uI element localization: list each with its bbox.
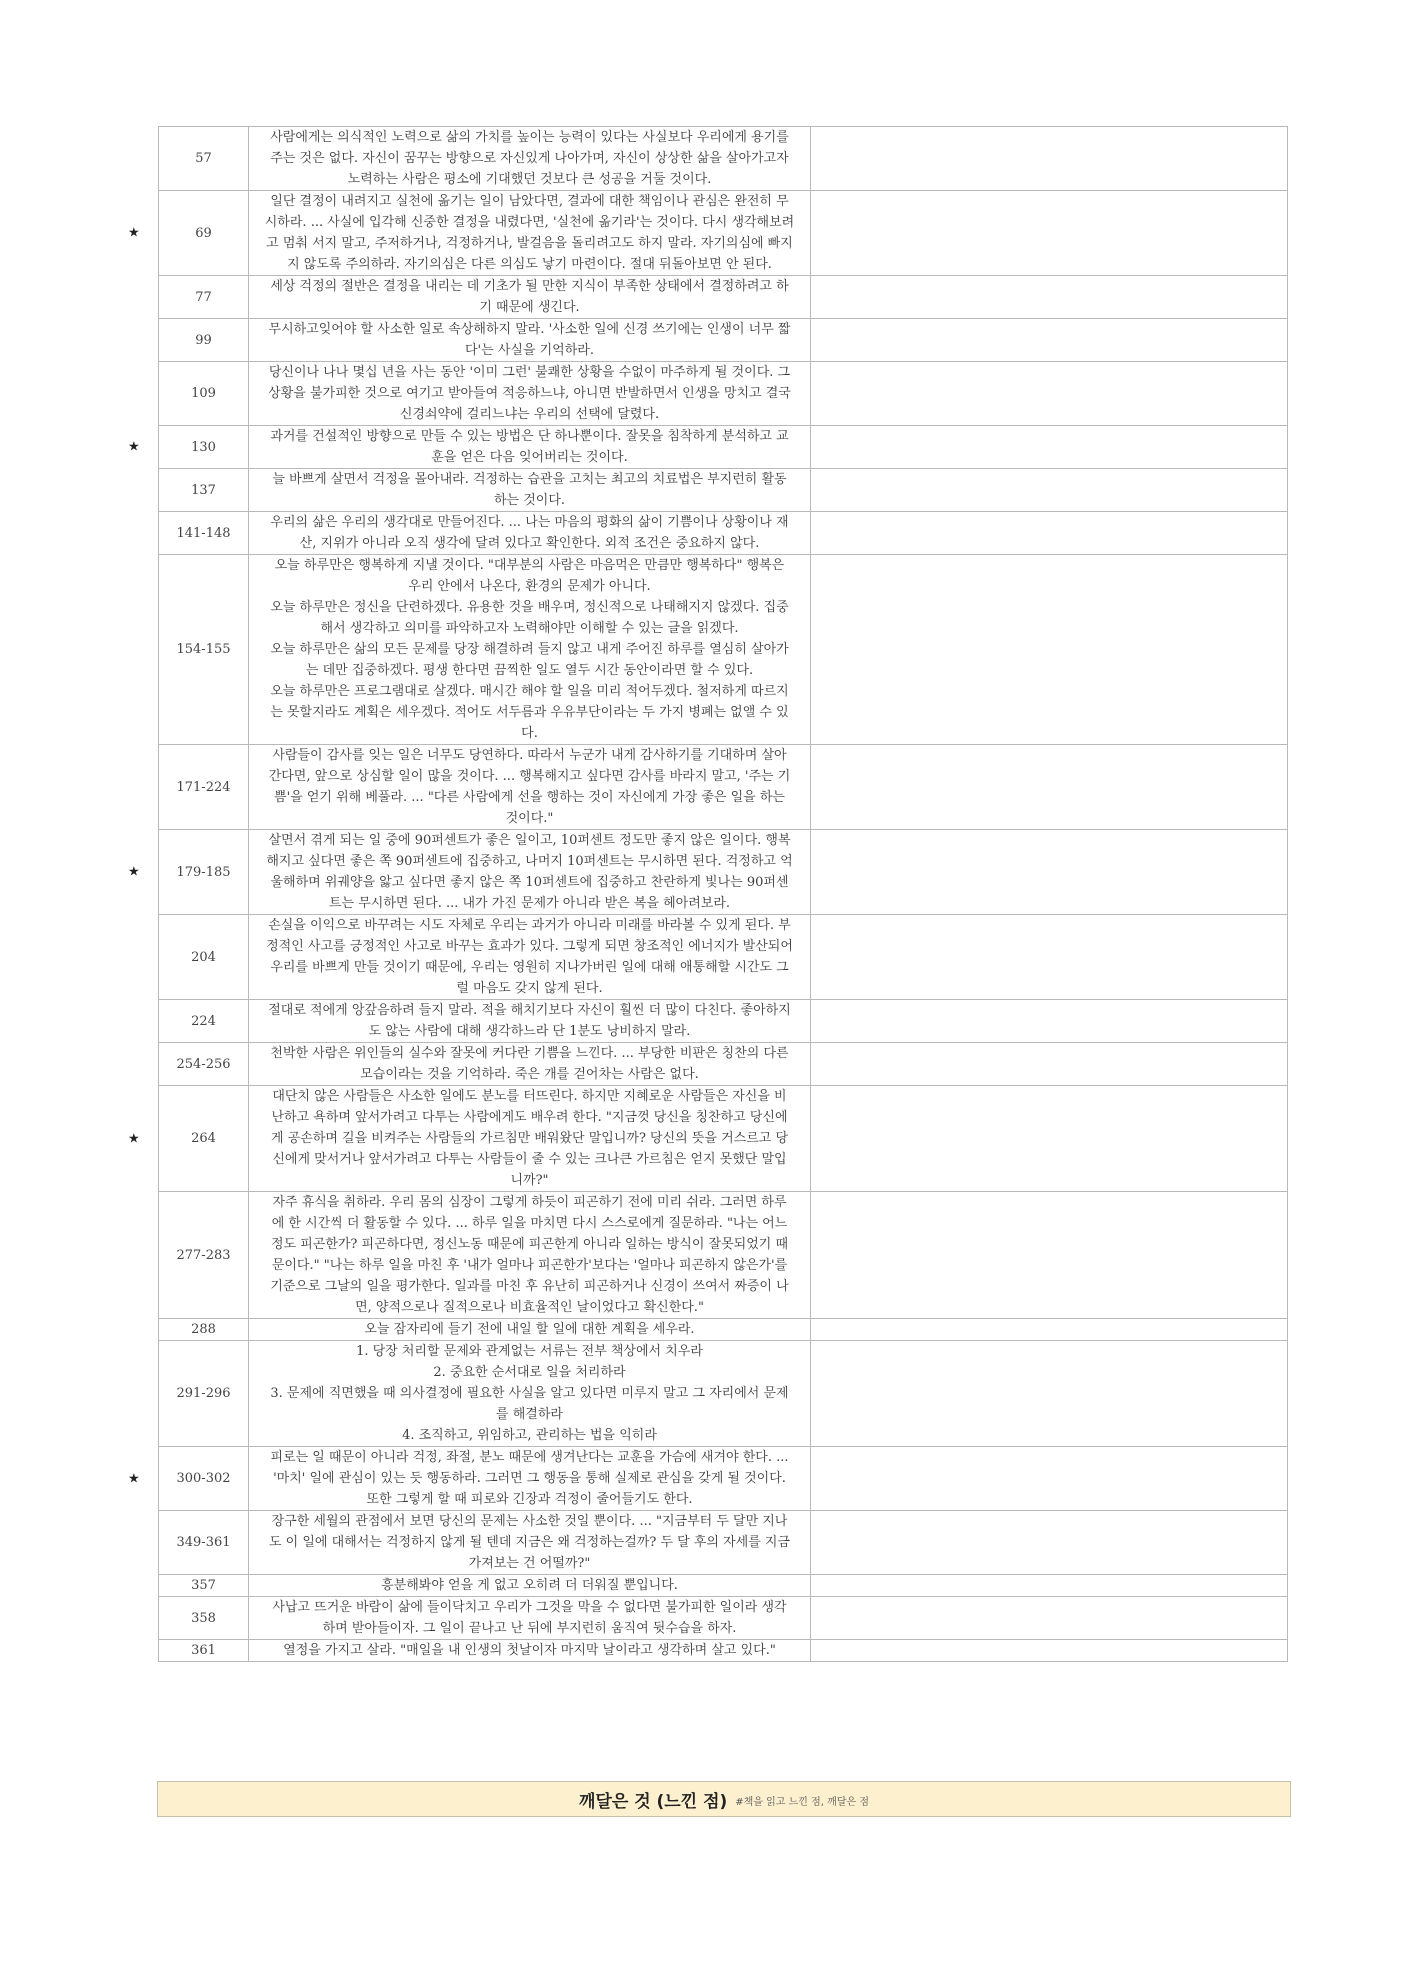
memo-cell[interactable]	[811, 362, 1288, 426]
page-number-cell: 130	[159, 426, 249, 469]
quote-cell: 장구한 세월의 관점에서 보면 당신의 문제는 사소한 것일 뿐이다. ... "지금부터 두 달만 지나 도 이 일에 대해서는 걱정하지 않게 될 텐데 지금은 왜 걱정하는걸까? 두 달 후의 자세를 지금 가져보는 건 어떨까?"	[249, 1511, 811, 1575]
star-marker-cell	[148, 319, 159, 362]
memo-cell[interactable]	[811, 1086, 1288, 1192]
memo-cell[interactable]	[811, 830, 1288, 915]
star-marker-cell	[148, 1000, 159, 1043]
star-marker-cell	[148, 1575, 159, 1597]
quote-cell: 사람에게는 의식적인 노력으로 삶의 가치를 높이는 능력이 있다는 사실보다 우리에게 용기를 주는 것은 없다. 자신이 꿈꾸는 방향으로 자신있게 나아가며, 자신이 상상한 삶을 살아가고자 노력하는 사람은 평소에 기대했던 것보다 큰 성공을 거둘 것이다.	[249, 127, 811, 191]
quote-cell: 대단치 않은 사람들은 사소한 일에도 분노를 터뜨린다. 하지만 지혜로운 사람들은 자신을 비 난하고 욕하며 앞서가려고 다투는 사람에게도 배우려 한다. "지금껏 당신을 칭찬하고 당신에 게 공손하며 길을 비켜주는 사람들의 가르침만 배워왔단 말입니까? 당신의 뜻을 거스르고 당 신에게 맞서거나 앞서가려고 다투는 사람들이 줄 수 있는 크나큰 가르침은 얻지 못했단 말입 니까?"	[249, 1086, 811, 1192]
quote-cell: 자주 휴식을 취하라. 우리 몸의 심장이 그렇게 하듯이 피곤하기 전에 미리 쉬라. 그러면 하루 에 한 시간씩 더 활동할 수 있다. ... 하루 일을 마치면 다시 스스로에게 질문하라. "나는 어느 정도 피곤한가? 피곤하다면, 정신노동 때문에 피곤한게 아니라 일하는 방식이 잘못되었기 때 문이다." "나는 하루 일을 마친 후 '내가 얼마나 피곤한가'보다는 '얼마나 피곤하지 않은가'를 기준으로 그날의 일을 평가한다. 일과를 마친 후 유난히 피곤하거나 신경이 쓰여서 짜증이 나 면, 양적으로나 질적으로나 비효율적인 날이었다고 확신한다."	[249, 1192, 811, 1319]
quote-cell: 과거를 건설적인 방향으로 만들 수 있는 방법은 단 하나뿐이다. 잘못을 침착하게 분석하고 교 훈을 얻은 다음 잊어버리는 것이다.	[249, 426, 811, 469]
table-row	[148, 915, 1288, 1000]
star-marker-cell	[148, 1511, 159, 1575]
star-marker-cell	[148, 362, 159, 426]
memo-cell[interactable]	[811, 319, 1288, 362]
table-row	[148, 1319, 1288, 1341]
star-marker-cell	[148, 1341, 159, 1447]
reading-notes-table	[128, 126, 1288, 1662]
quote-cell: 우리의 삶은 우리의 생각대로 만들어진다. ... 나는 마음의 평화의 삶이 기쁨이나 상황이나 재 산, 지위가 아니라 오직 생각에 달려 있다고 확인한다. 외적 조건은 중요하지 않다.	[249, 512, 811, 555]
table-row	[148, 1086, 1288, 1192]
star-marker-cell	[128, 191, 159, 276]
table-row	[148, 1341, 1288, 1447]
table-row	[148, 362, 1288, 426]
page-number-cell: 358	[159, 1597, 249, 1640]
page-number-cell: 57	[159, 127, 249, 191]
quote-cell: 흥분해봐야 얻을 게 없고 오히려 더 더워질 뿐입니다.	[249, 1575, 811, 1597]
memo-cell[interactable]	[811, 1319, 1288, 1341]
quote-cell: 늘 바쁘게 살면서 걱정을 몰아내라. 걱정하는 습관을 고치는 최고의 치료법은 부지런히 활동 하는 것이다.	[249, 469, 811, 512]
quote-cell: 일단 결정이 내려지고 실천에 옮기는 일이 남았다면, 결과에 대한 책임이나 관심은 완전히 무 시하라. ... 사실에 입각해 신중한 결정을 내렸다면, '실천에 옮기라'는 것이다. 다시 생각해보려 고 멈춰 서지 말고, 주저하거나, 걱정하거나, 발걸음을 돌리려고도 하지 말라. 자기의심에 빠지 지 않도록 주의하라. 자기의심은 다른 의심도 낳기 마련이다. 절대 뒤돌아보면 안 된다.	[249, 191, 811, 276]
page-number-cell: 361	[159, 1640, 249, 1662]
star-icon: ★	[128, 225, 140, 241]
memo-cell[interactable]	[811, 1043, 1288, 1086]
star-marker-cell	[148, 276, 159, 319]
star-marker-cell	[148, 127, 159, 191]
page-number-cell: 137	[159, 469, 249, 512]
quote-cell: 천박한 사람은 위인들의 실수와 잘못에 커다란 기쁨을 느낀다. ... 부당한 비판은 칭찬의 다른 모습이라는 것을 기억하라. 죽은 개를 걷어차는 사람은 없다.	[249, 1043, 811, 1086]
page-number-cell: 77	[159, 276, 249, 319]
star-marker-cell	[128, 1447, 159, 1511]
memo-cell[interactable]	[811, 127, 1288, 191]
table-row	[148, 319, 1288, 362]
memo-cell[interactable]	[811, 1597, 1288, 1640]
page-number-cell: 69	[159, 191, 249, 276]
page-number-cell: 179-185	[159, 830, 249, 915]
star-marker-cell	[148, 1043, 159, 1086]
star-marker-cell	[148, 1597, 159, 1640]
quote-cell: 당신이나 나나 몇십 년을 사는 동안 '이미 그런' 불쾌한 상황을 수없이 마주하게 될 것이다. 그 상황을 불가피한 것으로 여기고 받아들여 적응하느냐, 아니면 반발하면서 인생을 망치고 결국 신경쇠약에 걸리느냐는 우리의 선택에 달렸다.	[249, 362, 811, 426]
memo-cell[interactable]	[811, 191, 1288, 276]
memo-cell[interactable]	[811, 1000, 1288, 1043]
table-row	[148, 512, 1288, 555]
page-number-cell: 288	[159, 1319, 249, 1341]
table-row	[148, 555, 1288, 745]
page-number-cell: 264	[159, 1086, 249, 1192]
page-number-cell: 99	[159, 319, 249, 362]
quote-cell: 사납고 뜨거운 바람이 삶에 들이닥치고 우리가 그것을 막을 수 없다면 불가피한 일이라 생각 하며 받아들이자. 그 일이 끝나고 난 뒤에 부지런히 움직여 뒷수습을 하자.	[249, 1597, 811, 1640]
table-row	[148, 1043, 1288, 1086]
memo-cell[interactable]	[811, 1447, 1288, 1511]
star-marker-cell	[148, 915, 159, 1000]
page-number-cell: 254-256	[159, 1043, 249, 1086]
memo-cell[interactable]	[811, 1575, 1288, 1597]
page-number-cell: 154-155	[159, 555, 249, 745]
page-number-cell: 224	[159, 1000, 249, 1043]
table-row	[148, 1192, 1288, 1319]
memo-cell[interactable]	[811, 1511, 1288, 1575]
quote-cell: 살면서 겪게 되는 일 중에 90퍼센트가 좋은 일이고, 10퍼센트 정도만 좋지 않은 일이다. 행복 해지고 싶다면 좋은 쪽 90퍼센트에 집중하고, 나머지 10퍼센트는 무시하면 된다. 걱정하고 억 울해하며 위궤양을 앓고 싶다면 좋지 않은 쪽 10퍼센트에 집중하고 찬란하게 빛나는 90퍼센 트는 무시하면 된다. ... 내가 가진 문제가 아니라 받은 복을 헤아려보라.	[249, 830, 811, 915]
page-number-cell: 277-283	[159, 1192, 249, 1319]
page-number-cell: 204	[159, 915, 249, 1000]
table-row	[148, 276, 1288, 319]
page-number-cell: 109	[159, 362, 249, 426]
table-row	[148, 127, 1288, 191]
page-number-cell: 357	[159, 1575, 249, 1597]
memo-cell[interactable]	[811, 1640, 1288, 1662]
table-row	[148, 1597, 1288, 1640]
table-row	[148, 1511, 1288, 1575]
summary-header-bar	[157, 1781, 1291, 1817]
quote-cell: 피로는 일 때문이 아니라 걱정, 좌절, 분노 때문에 생겨난다는 교훈을 가슴에 새겨야 한다. ... '마치' 일에 관심이 있는 듯 행동하라. 그러면 그 행동을 통해 실제로 관심을 갖게 될 것이다. 또한 그렇게 할 때 피로와 긴장과 걱정이 줄어들기도 한다.	[249, 1447, 811, 1511]
table-row	[148, 1640, 1288, 1662]
table-row	[148, 1447, 1288, 1511]
memo-cell[interactable]	[811, 915, 1288, 1000]
table-row	[148, 191, 1288, 276]
star-marker-cell	[128, 830, 159, 915]
page-number-cell: 349-361	[159, 1511, 249, 1575]
page-number-cell: 141-148	[159, 512, 249, 555]
quote-cell: 열정을 가지고 살라. "매일을 내 인생의 첫날이자 마지막 날이라고 생각하며 살고 있다."	[249, 1640, 811, 1662]
quote-cell: 오늘 하루만은 행복하게 지낼 것이다. "대부분의 사람은 마음먹은 만큼만 행복하다" 행복은 우리 안에서 나온다, 환경의 문제가 아니다. 오늘 하루만은 정신을 단련하겠다. 유용한 것을 배우며, 정신적으로 나태해지지 않겠다. 집중 해서 생각하고 의미를 파악하고자 노력해야만 이해할 수 있는 글을 읽겠다. 오늘 하루만은 삶의 모든 문제를 당장 해결하려 들지 않고 내게 주어진 하루를 열심히 살아가 는 데만 집중하겠다. 평생 한다면 끔찍한 일도 열두 시간 동안이라면 할 수 있다. 오늘 하루만은 프로그램대로 살겠다. 매시간 해야 할 일을 미리 적어두겠다. 철저하게 따르지 는 못할지라도 계획은 세우겠다. 적어도 서두름과 우유부단이라는 두 가지 병폐는 없앨 수 있 다.	[249, 555, 811, 745]
memo-cell[interactable]	[811, 276, 1288, 319]
star-marker-cell	[128, 1086, 159, 1192]
table-row	[148, 1000, 1288, 1043]
memo-cell[interactable]	[811, 555, 1288, 745]
table-row	[148, 830, 1288, 915]
star-marker-cell	[148, 1640, 159, 1662]
star-marker-cell	[148, 1319, 159, 1341]
table-row	[148, 745, 1288, 830]
summary-subtitle: #책을 읽고 느낀 점, 깨달은 점	[735, 1797, 869, 1808]
star-marker-cell	[148, 555, 159, 745]
memo-cell[interactable]	[811, 1192, 1288, 1319]
memo-cell[interactable]	[811, 469, 1288, 512]
star-icon: ★	[128, 1131, 140, 1146]
quote-cell: 세상 걱정의 절반은 결정을 내리는 데 기초가 될 만한 지식이 부족한 상태에서 결정하려고 하 기 때문에 생긴다.	[249, 276, 811, 319]
page-number-cell: 300-302	[159, 1447, 249, 1511]
table-row	[148, 469, 1288, 512]
quote-cell: 1. 당장 처리할 문제와 관계없는 서류는 전부 책상에서 치우라 2. 중요한 순서대로 일을 처리하라 3. 문제에 직면했을 때 의사결정에 필요한 사실을 알고 있다면 미루지 말고 그 자리에서 문제 를 해결하라 4. 조직하고, 위임하고, 관리하는 법을 익히라	[249, 1341, 811, 1447]
table-row	[148, 1575, 1288, 1597]
star-icon: ★	[128, 864, 140, 880]
quote-cell: 손실을 이익으로 바꾸려는 시도 자체로 우리는 과거가 아니라 미래를 바라볼 수 있게 된다. 부 정적인 사고를 긍정적인 사고로 바꾸는 효과가 있다. 그렇게 되면 창조적인 에너지가 발산되어 우리를 바쁘게 만들 것이기 때문에, 우리는 영원히 지나가버린 일에 대해 애통해할 시간도 그 럴 마음도 갖지 않게 된다.	[249, 915, 811, 1000]
table-row	[148, 426, 1288, 469]
star-marker-cell	[148, 469, 159, 512]
memo-cell[interactable]	[811, 745, 1288, 830]
memo-cell[interactable]	[811, 426, 1288, 469]
star-icon: ★	[128, 1471, 140, 1486]
quote-cell: 오늘 잠자리에 들기 전에 내일 할 일에 대한 계획을 세우라.	[249, 1319, 811, 1341]
quote-cell: 절대로 적에게 앙갚음하려 들지 말라. 적을 해치기보다 자신이 훨씬 더 많이 다친다. 좋아하지 도 않는 사람에 대해 생각하느라 단 1분도 낭비하지 말라.	[249, 1000, 811, 1043]
page-number-cell: 171-224	[159, 745, 249, 830]
memo-cell[interactable]	[811, 512, 1288, 555]
star-marker-cell	[148, 1192, 159, 1319]
star-marker-cell	[148, 745, 159, 830]
memo-cell[interactable]	[811, 1341, 1288, 1447]
quote-cell: 무시하고잊어야 할 사소한 일로 속상해하지 말라. '사소한 일에 신경 쓰기에는 인생이 너무 짧 다'는 사실을 기억하라.	[249, 319, 811, 362]
star-icon: ★	[128, 439, 140, 455]
star-marker-cell	[128, 426, 159, 469]
quote-cell: 사람들이 감사를 잊는 일은 너무도 당연하다. 따라서 누군가 내게 감사하기를 기대하며 살아 간다면, 앞으로 상심할 일이 많을 것이다. ... 행복해지고 싶다면 감사를 바라지 말고, '주는 기 쁨'을 얻기 위해 베풀라. ... "다른 사람에게 선을 행하는 것이 자신에게 가장 좋은 일을 하는 것이다."	[249, 745, 811, 830]
star-marker-cell	[148, 512, 159, 555]
summary-title: 깨달은 것 (느낀 점)	[579, 1791, 728, 1812]
page-number-cell: 291-296	[159, 1341, 249, 1447]
